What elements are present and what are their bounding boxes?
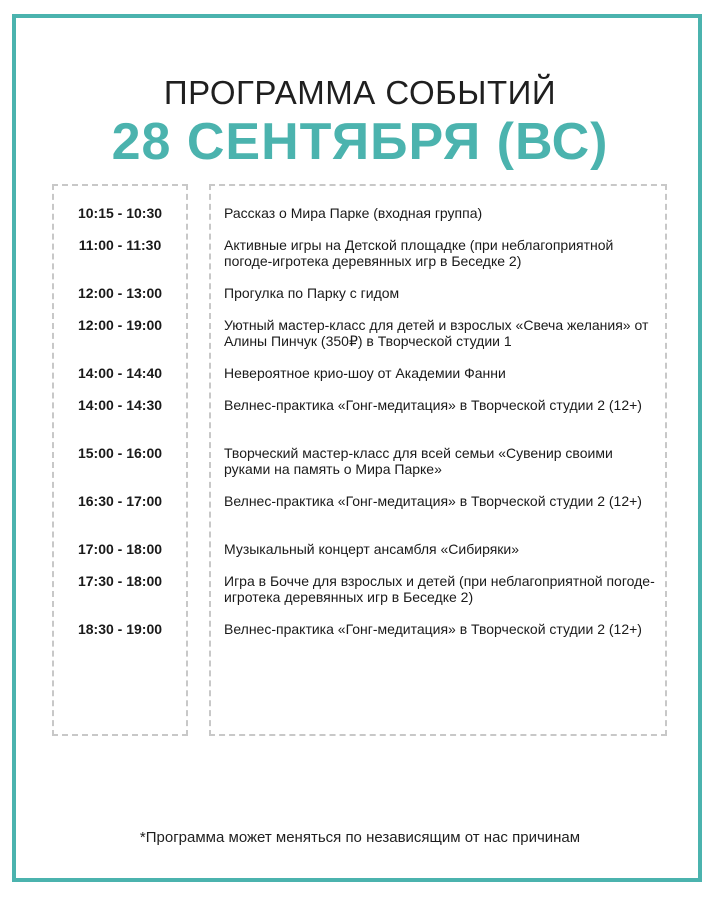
schedule-event: Игра в Бочче для взрослых и детей (при неблагоприятной погоде-игротека деревянных игр в Беседке 2) [224,573,655,605]
schedule-event: Рассказ о Мира Парке (входная группа) [224,205,483,221]
schedule-time: 10:15 - 10:30 [77,205,163,221]
schedule-event: Творческий мастер-класс для всей семьи «Сувенир своими руками на память о Мира Парке» [224,445,613,477]
schedule-time: 12:00 - 13:00 [77,285,163,301]
schedule-event: Музыкальный концерт ансамбля «Сибиряки» [224,541,520,557]
schedule-time: 17:00 - 18:00 [77,541,163,557]
event-date: 28 СЕНТЯБРЯ (ВС) [111,113,609,171]
schedule-time: 11:00 - 11:30 [78,237,162,253]
footnote: *Программа может меняться по независящим от нас причинам [139,829,581,846]
schedule-time: 15:00 - 16:00 [77,445,163,461]
schedule-event: Велнес-практика «Гонг-медитация» в Творческой студии 2 (12+) [224,397,642,413]
schedule-event: Уютный мастер-класс для детей и взрослых «Свеча желания» от Алины Пинчук (350₽) в Творческой студии 1 [224,317,649,349]
schedule-time: 14:00 - 14:40 [77,365,163,381]
schedule-time: 18:30 - 19:00 [77,621,163,637]
schedule-event: Активные игры на Детской площадке (при неблагоприятной погоде-игротека деревянных игр в Беседке 2) [224,237,614,269]
schedule-time: 12:00 - 19:00 [77,317,163,333]
schedule-event: Велнес-практика «Гонг-медитация» в Творческой студии 2 (12+) [224,621,642,637]
schedule-time: 14:00 - 14:30 [77,397,163,413]
schedule-event: Невероятное крио-шоу от Академии Фанни [224,365,506,381]
schedule-time: 17:30 - 18:00 [77,573,163,589]
page-title: ПРОГРАММА СОБЫТИЙ [163,74,557,111]
schedule-event: Прогулка по Парку с гидом [224,285,400,301]
schedule-time: 16:30 - 17:00 [77,493,163,509]
schedule-event: Велнес-практика «Гонг-медитация» в Творческой студии 2 (12+) [224,493,642,509]
